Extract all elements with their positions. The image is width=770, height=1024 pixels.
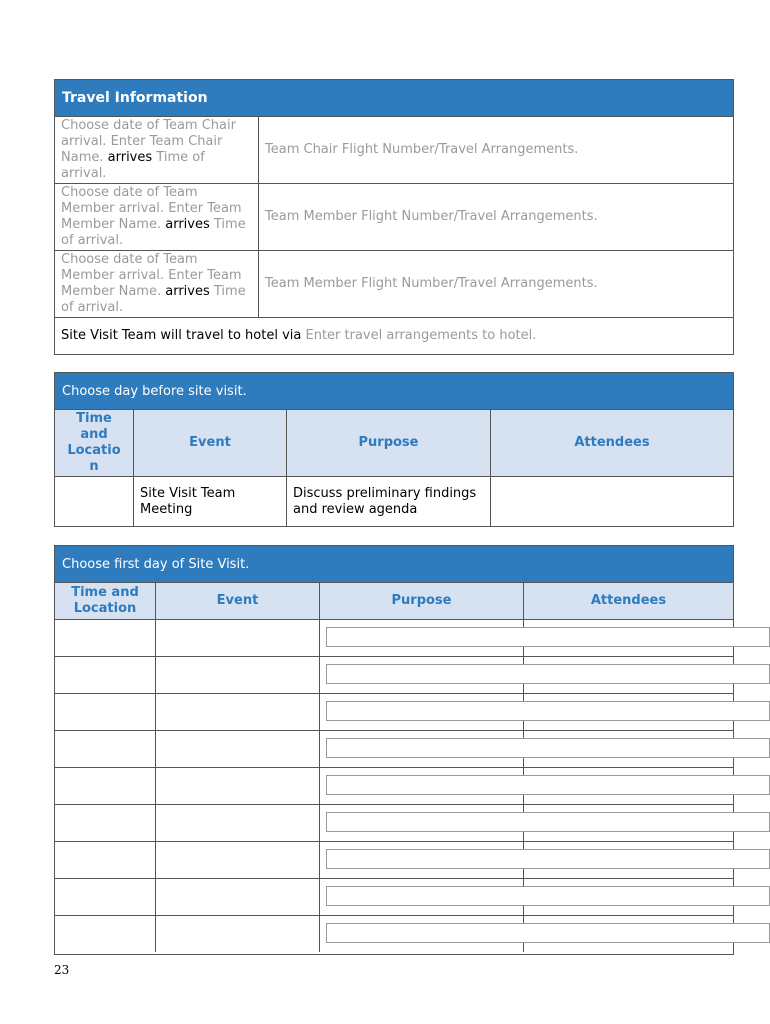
travel-row-team-chair — [55, 117, 733, 184]
event-cell[interactable] — [156, 694, 320, 730]
table-row — [55, 477, 733, 526]
purpose-input-box[interactable] — [326, 849, 770, 869]
arrives-label: arrives — [165, 217, 210, 232]
flight-arrangements-field[interactable]: Team Chair Flight Number/Travel Arrangements. — [265, 142, 579, 157]
event-cell[interactable] — [156, 768, 320, 804]
time-location-cell[interactable] — [55, 805, 156, 841]
event-cell[interactable]: Site Visit Team Meeting — [134, 477, 287, 526]
time-location-cell[interactable] — [55, 879, 156, 915]
arrival-date-placeholder[interactable]: Choose date of Team Member arrival. — [61, 252, 198, 283]
column-event: Event — [156, 583, 320, 619]
time-location-cell[interactable] — [55, 768, 156, 804]
travel-information-table — [54, 79, 734, 355]
first-day-date-picker[interactable]: Choose first day of Site Visit. — [55, 546, 733, 583]
column-purpose: Purpose — [320, 583, 524, 619]
purpose-cell[interactable]: Discuss preliminary findings and review agenda — [287, 477, 491, 526]
purpose-input-box[interactable] — [326, 775, 770, 795]
hotel-travel-placeholder[interactable]: Enter travel arrangements to hotel. — [305, 328, 537, 343]
page-number: 23 — [54, 963, 70, 977]
day-before-table — [54, 372, 734, 527]
column-attendees: Attendees — [491, 410, 733, 476]
event-cell[interactable] — [156, 842, 320, 878]
hotel-travel-label: Site Visit Team will travel to hotel via — [61, 328, 302, 343]
arrives-label: arrives — [107, 150, 153, 165]
arrival-date-placeholder[interactable]: Choose date of Team Chair arrival. — [61, 118, 236, 149]
traveler-name-placeholder[interactable]: Enter Team Member Name. — [61, 268, 242, 299]
event-cell[interactable] — [156, 620, 320, 656]
travel-row-team-member — [55, 251, 733, 318]
traveler-name-placeholder[interactable]: Enter Team Chair Name. — [61, 134, 223, 165]
purpose-input-box[interactable] — [326, 738, 770, 758]
time-location-cell[interactable] — [55, 477, 134, 526]
arrival-date-placeholder[interactable]: Choose date of Team Member arrival. — [61, 185, 198, 216]
day-before-date-picker[interactable]: Choose day before site visit. — [55, 373, 733, 410]
arrival-cell[interactable] — [55, 251, 259, 317]
purpose-input-box[interactable] — [326, 886, 770, 906]
hotel-travel-cell — [55, 318, 733, 354]
column-time-location: Time and Location — [55, 583, 156, 619]
flight-arrangements-field[interactable]: Team Member Flight Number/Travel Arrangements. — [265, 276, 598, 291]
first-day-header-row — [55, 583, 733, 620]
arrives-label: arrives — [165, 284, 210, 299]
travel-row-team-member — [55, 184, 733, 251]
time-location-cell[interactable] — [55, 694, 156, 730]
arrival-time-placeholder[interactable]: Time of arrival. — [61, 150, 205, 181]
purpose-input-box[interactable] — [326, 627, 770, 647]
event-cell[interactable] — [156, 805, 320, 841]
time-location-cell[interactable] — [55, 731, 156, 767]
time-location-cell[interactable] — [55, 620, 156, 656]
arrival-time-placeholder[interactable]: Time of arrival. — [61, 217, 246, 248]
column-event: Event — [134, 410, 287, 476]
column-time-location: Time and Locatio n — [55, 410, 134, 476]
attendees-cell[interactable] — [491, 477, 733, 526]
arrival-cell[interactable] — [55, 117, 259, 183]
column-attendees: Attendees — [524, 583, 733, 619]
column-purpose: Purpose — [287, 410, 491, 476]
time-location-cell[interactable] — [55, 842, 156, 878]
purpose-input-box[interactable] — [326, 812, 770, 832]
event-cell[interactable] — [156, 916, 320, 952]
event-cell[interactable] — [156, 657, 320, 693]
traveler-name-placeholder[interactable]: Enter Team Member Name. — [61, 201, 242, 232]
arrival-cell[interactable] — [55, 184, 259, 250]
event-cell[interactable] — [156, 879, 320, 915]
arrival-time-placeholder[interactable]: Time of arrival. — [61, 284, 246, 315]
time-location-cell[interactable] — [55, 916, 156, 952]
purpose-input-box[interactable] — [326, 923, 770, 943]
hotel-travel-row — [55, 318, 733, 354]
day-before-header-row — [55, 410, 733, 477]
purpose-input-box[interactable] — [326, 664, 770, 684]
purpose-input-box[interactable] — [326, 701, 770, 721]
travel-information-title: Travel Information — [55, 80, 733, 117]
event-cell[interactable] — [156, 731, 320, 767]
time-location-cell[interactable] — [55, 657, 156, 693]
flight-arrangements-field[interactable]: Team Member Flight Number/Travel Arrangements. — [265, 209, 598, 224]
